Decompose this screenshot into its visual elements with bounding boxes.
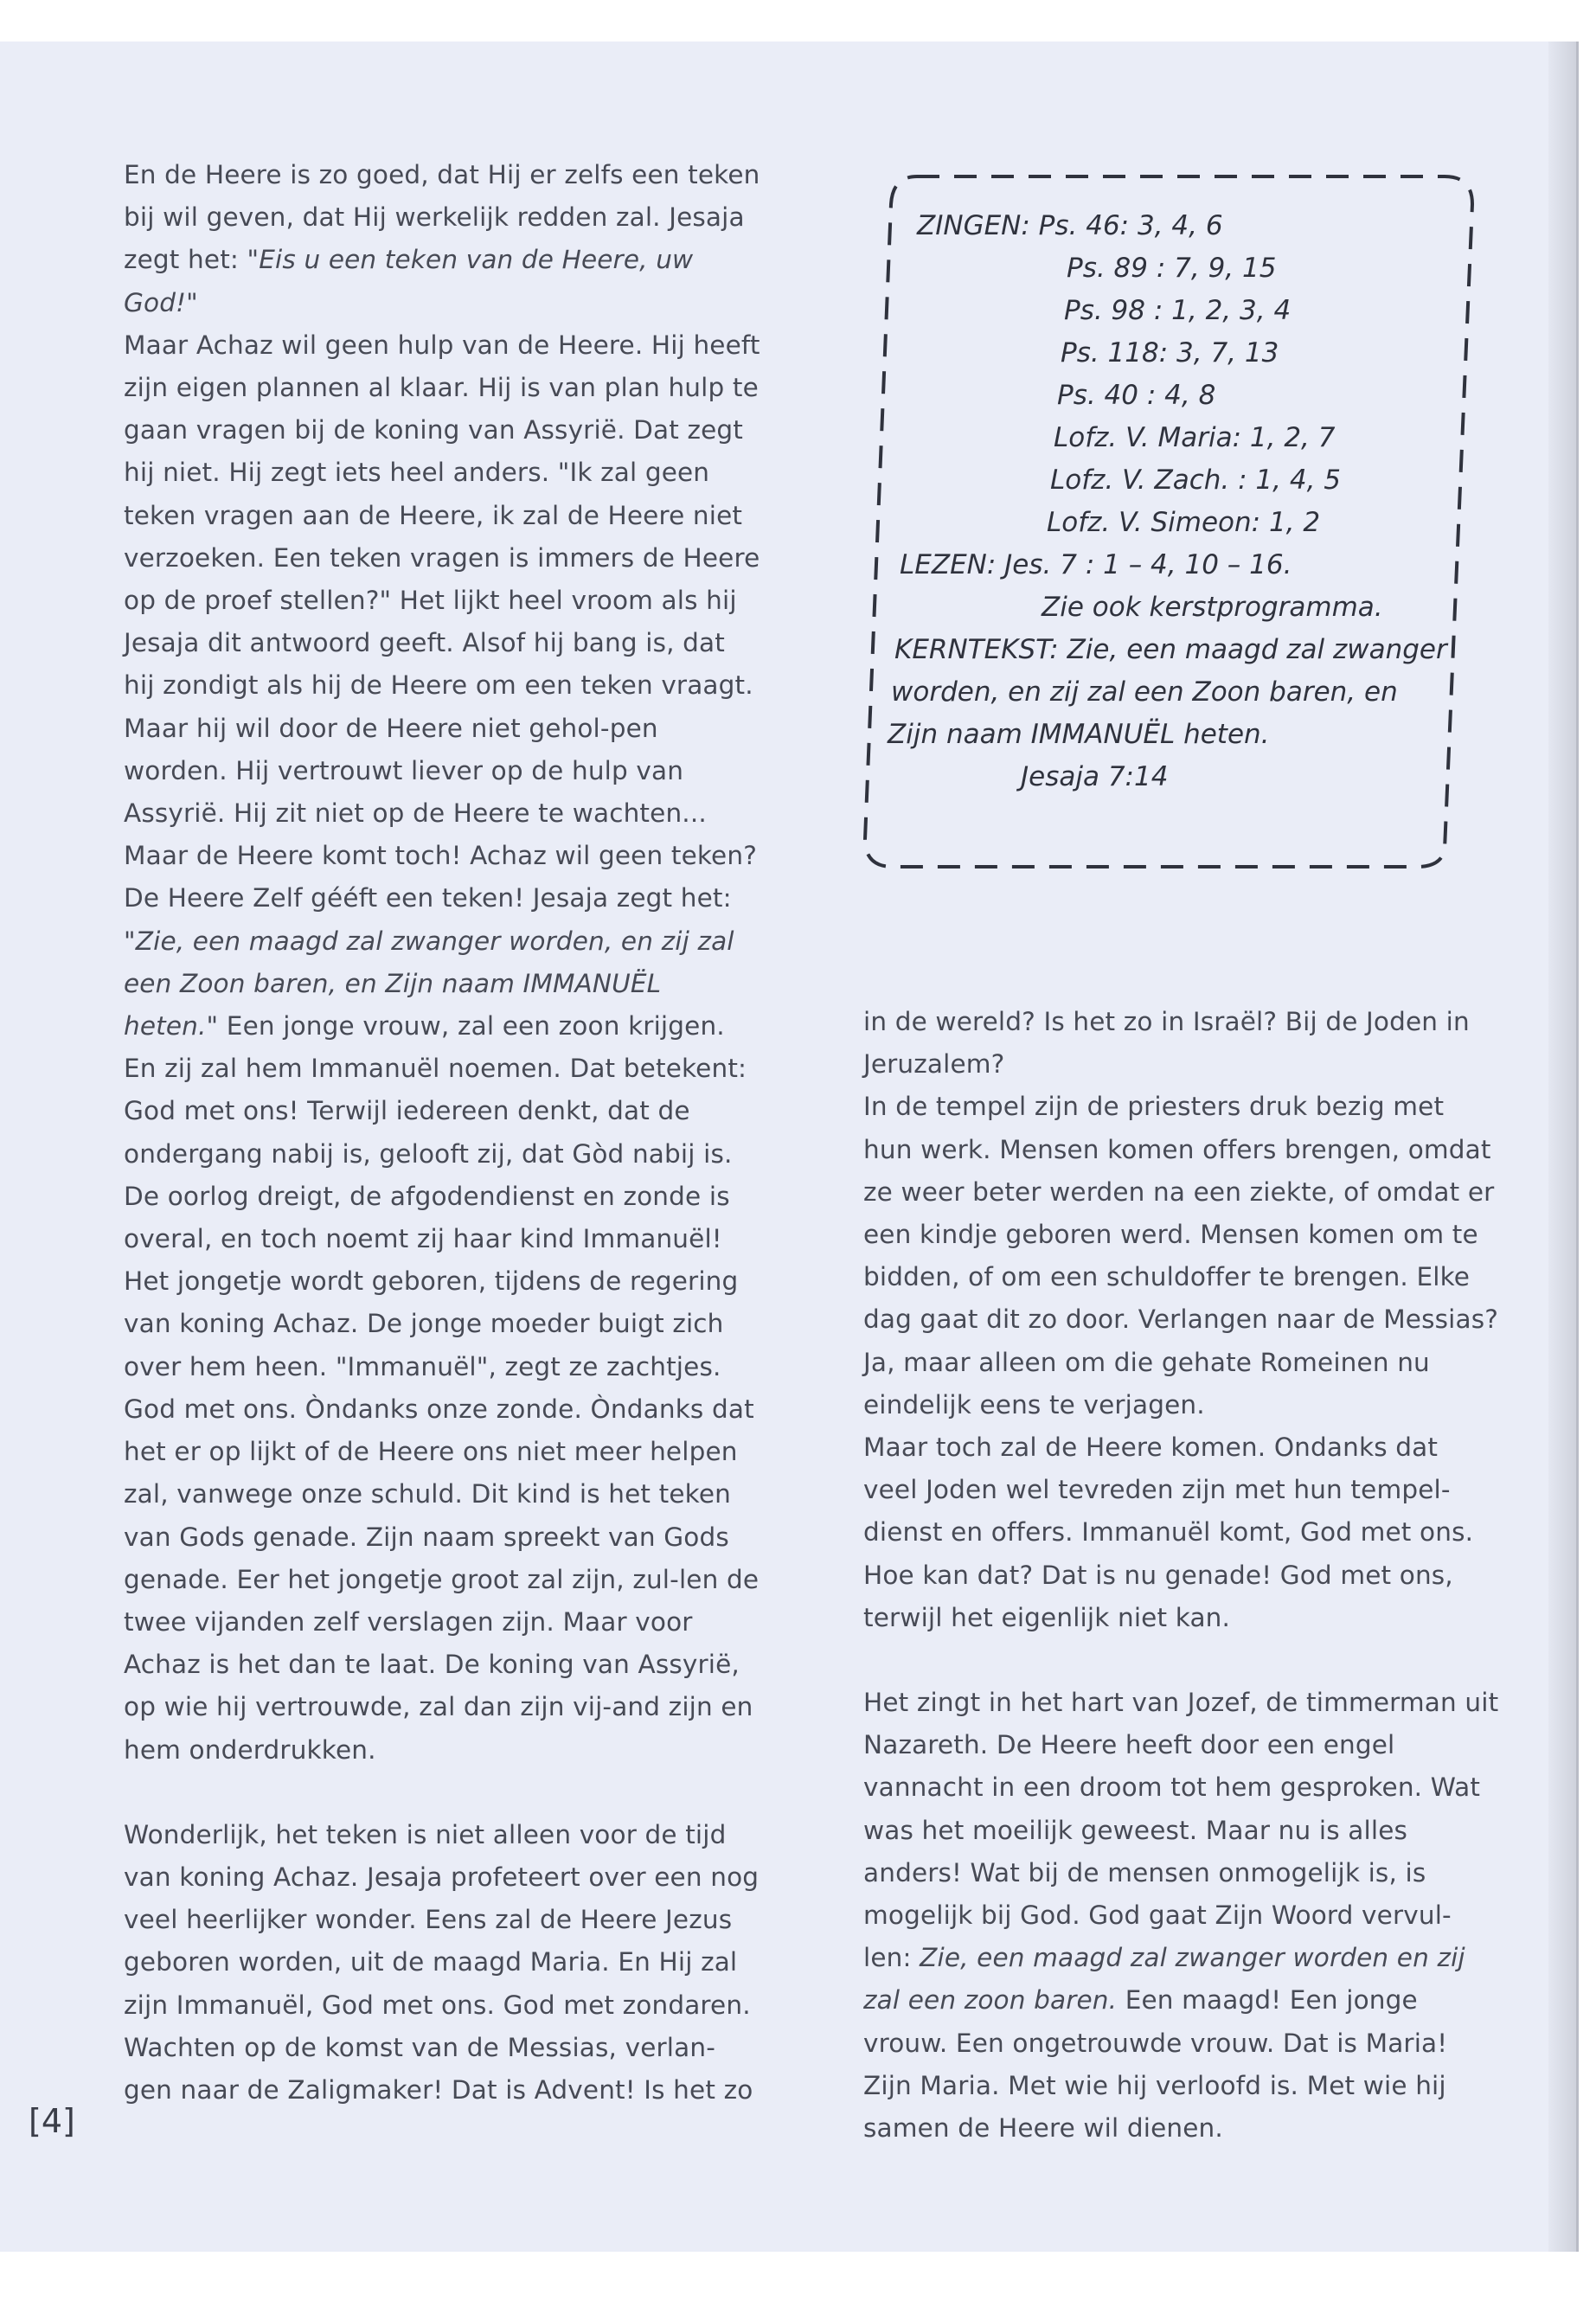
text-run: En de Heere is zo goed, dat Hij er zelfs een teken bij wil geven, dat Hij werkelijk redden zal. Jesaja zegt het: "	[124, 160, 760, 275]
text-run: Maar Achaz wil geen hulp van de Heere. Hij heeft zijn eigen plannen al klaar. Hij is van plan hulp te gaan vragen bij de koning van Assyrië. Dat zegt hij niet. Hij zegt iets heel anders. "Ik zal geen teken vragen aan de Heere, ik zal de Heere niet verzoeken. Een teken vragen is immers de Heere op de proef stellen?" Het lijkt heel vroom als hij Jesaja dit antwoord geeft. Alsof hij bang is, dat hij zondigt als hij de Heere om een teken vraagt. Maar hij wil door de Heere niet gehol-pen worden. Hij vertrouwt liever op de hulp van Assyrië. Hij zit niet op de Heere te wachten...	[124, 330, 760, 829]
info-box-line: worden, en zij zal een Zoon baren, en	[891, 676, 1398, 708]
text-run: Maar toch zal de Heere komen. Ondanks dat veel Joden wel tevreden zijn met hun tempel-dienst en offers. Immanuël komt, God met ons. Hoe kan dat? Dat is nu genade! God met ons, terwijl het eigenlijk niet kan.	[863, 1433, 1474, 1632]
text-run: In de tempel zijn de priesters druk bezig met hun werk. Mensen komen offers brengen, omdat ze weer beter werden na een ziekte, of omdat er een kindje geboren werd. Mensen komen om te bidden, of om een schuldoffer te brengen. Elke dag gaat dit zo door. Verlangen naar de Messias? Ja, maar alleen om die gehate Romeinen nu eindelijk eens te verjagen.	[863, 1092, 1499, 1420]
italic-quote: Eis u een teken van de Heere, uw God!	[124, 245, 694, 317]
italic-quote: Zie, een maagd zal zwanger worden, en zij zal een Zoon baren, en Zijn naam IMMANUËL heten.	[124, 926, 734, 1042]
text-run: Een maagd! Een jonge vrouw. Een ongetrouwde vrouw. Dat is Maria! Zijn Maria. Met wie hij verloofd is. Met wie hij samen de Heere wil dienen.	[863, 1985, 1448, 2144]
info-box-line: Lofz. V. Simeon: 1, 2	[1047, 507, 1321, 538]
paragraph	[124, 324, 764, 835]
page-number: [4]	[29, 2102, 75, 2140]
text-run: Het zingt in het hart van Jozef, de timmerman uit Nazareth. De Heere heeft door een engel vannacht in een droom tot hem gesproken. Wat was het moeilijk geweest. Maar nu is alles anders! Wat bij de mensen onmogelijk is, is mogelijk bij God. God gaat Zijn Woord vervul-len:	[863, 1688, 1499, 1973]
info-box-line: Ps. 118: 3, 7, 13	[1061, 337, 1279, 369]
text-run: " Een jonge vrouw, zal een zoon krijgen. En zij zal hem Immanuël noemen. Dat betekent: God met ons! Terwijl iedereen denkt, dat de ondergang nabij is, gelooft zij, dat Gòd nabij is. De oorlog dreigt, de afgodendienst en zonde is overal, en toch noemt zij haar kind Immanuël!	[124, 1011, 747, 1254]
text-run: Maar de Heere komt toch! Achaz wil geen teken? De Heere Zelf gééft een teken! Jesaja zegt het: "	[124, 841, 758, 956]
info-box-line: LEZEN: Jes. 7 : 1 – 4, 10 – 16.	[900, 549, 1292, 580]
text-run: Wonderlijk, het teken is niet alleen voor de tijd van koning Achaz. Jesaja profeteert over een nog veel heerlijker wonder. Eens zal de Heere Jezus geboren worden, uit de maagd Maria. En Hij zal zijn Immanuël, God met ons. God met zondaren. Wachten op de komst van de Messias, verlan-gen naar de Zaligmaker! Dat is Advent! Is het zo	[124, 1819, 760, 2105]
italic-quote: Zie, een maagd zal zwanger worden en zij zal een zoon baren.	[863, 1943, 1465, 2016]
paragraph	[863, 1426, 1499, 1639]
page-edge	[1576, 42, 1579, 2252]
info-box-line: Zijn naam IMMANUËL heten.	[888, 719, 1270, 750]
left-column	[124, 154, 764, 2112]
paragraph	[863, 1682, 1499, 2150]
paragraph-gap	[863, 1639, 1499, 1682]
right-column	[863, 1001, 1499, 2150]
paragraph	[124, 1260, 764, 1771]
info-box-line: ZINGEN: Ps. 46: 3, 4, 6	[917, 210, 1223, 241]
paragraph	[124, 1814, 764, 2112]
paragraph-gap	[124, 1772, 764, 1814]
paragraph	[863, 1086, 1499, 1426]
info-box	[856, 164, 1481, 875]
info-box-line: Lofz. V. Zach. : 1, 4, 5	[1050, 465, 1342, 496]
info-box-line: KERNTEKST: Zie, een maagd zal zwanger	[894, 634, 1447, 665]
text-run: "	[186, 287, 198, 317]
info-box-line: Lofz. V. Maria: 1, 2, 7	[1054, 422, 1336, 453]
text-run: Het jongetje wordt geboren, tijdens de regering van koning Achaz. De jonge moeder buigt zich over hem heen. "Immanuël", zegt ze zachtjes. God met ons. Òndanks onze zonde. Òndanks dat het er op lijkt of de Heere ons niet meer helpen zal, vanwege onze schuld. Dit kind is het teken van Gods genade. Zijn naam spreekt van Gods genade. Eer het jongetje groot zal zijn, zul-len de twee vijanden zelf verslagen zijn. Maar voor Achaz is het dan te laat. De koning van Assyrië, op wie hij vertrouwde, zal dan zijn vij-and zijn en hem onderdrukken.	[124, 1266, 760, 1765]
info-box-line: Zie ook kerstprogramma.	[1042, 592, 1383, 623]
info-box-line: Jesaja 7:14	[1021, 761, 1169, 792]
info-box-line: Ps. 98 : 1, 2, 3, 4	[1064, 295, 1292, 326]
info-box-line: Ps. 40 : 4, 8	[1057, 380, 1216, 411]
paragraph	[124, 835, 764, 1260]
paragraph	[124, 154, 764, 324]
text-run: in de wereld? Is het zo in Israël? Bij de Joden in Jeruzalem?	[863, 1007, 1470, 1080]
page-shadow	[1548, 42, 1576, 2252]
paragraph	[863, 1001, 1499, 1086]
info-box-line: Ps. 89 : 7, 9, 15	[1067, 253, 1277, 284]
